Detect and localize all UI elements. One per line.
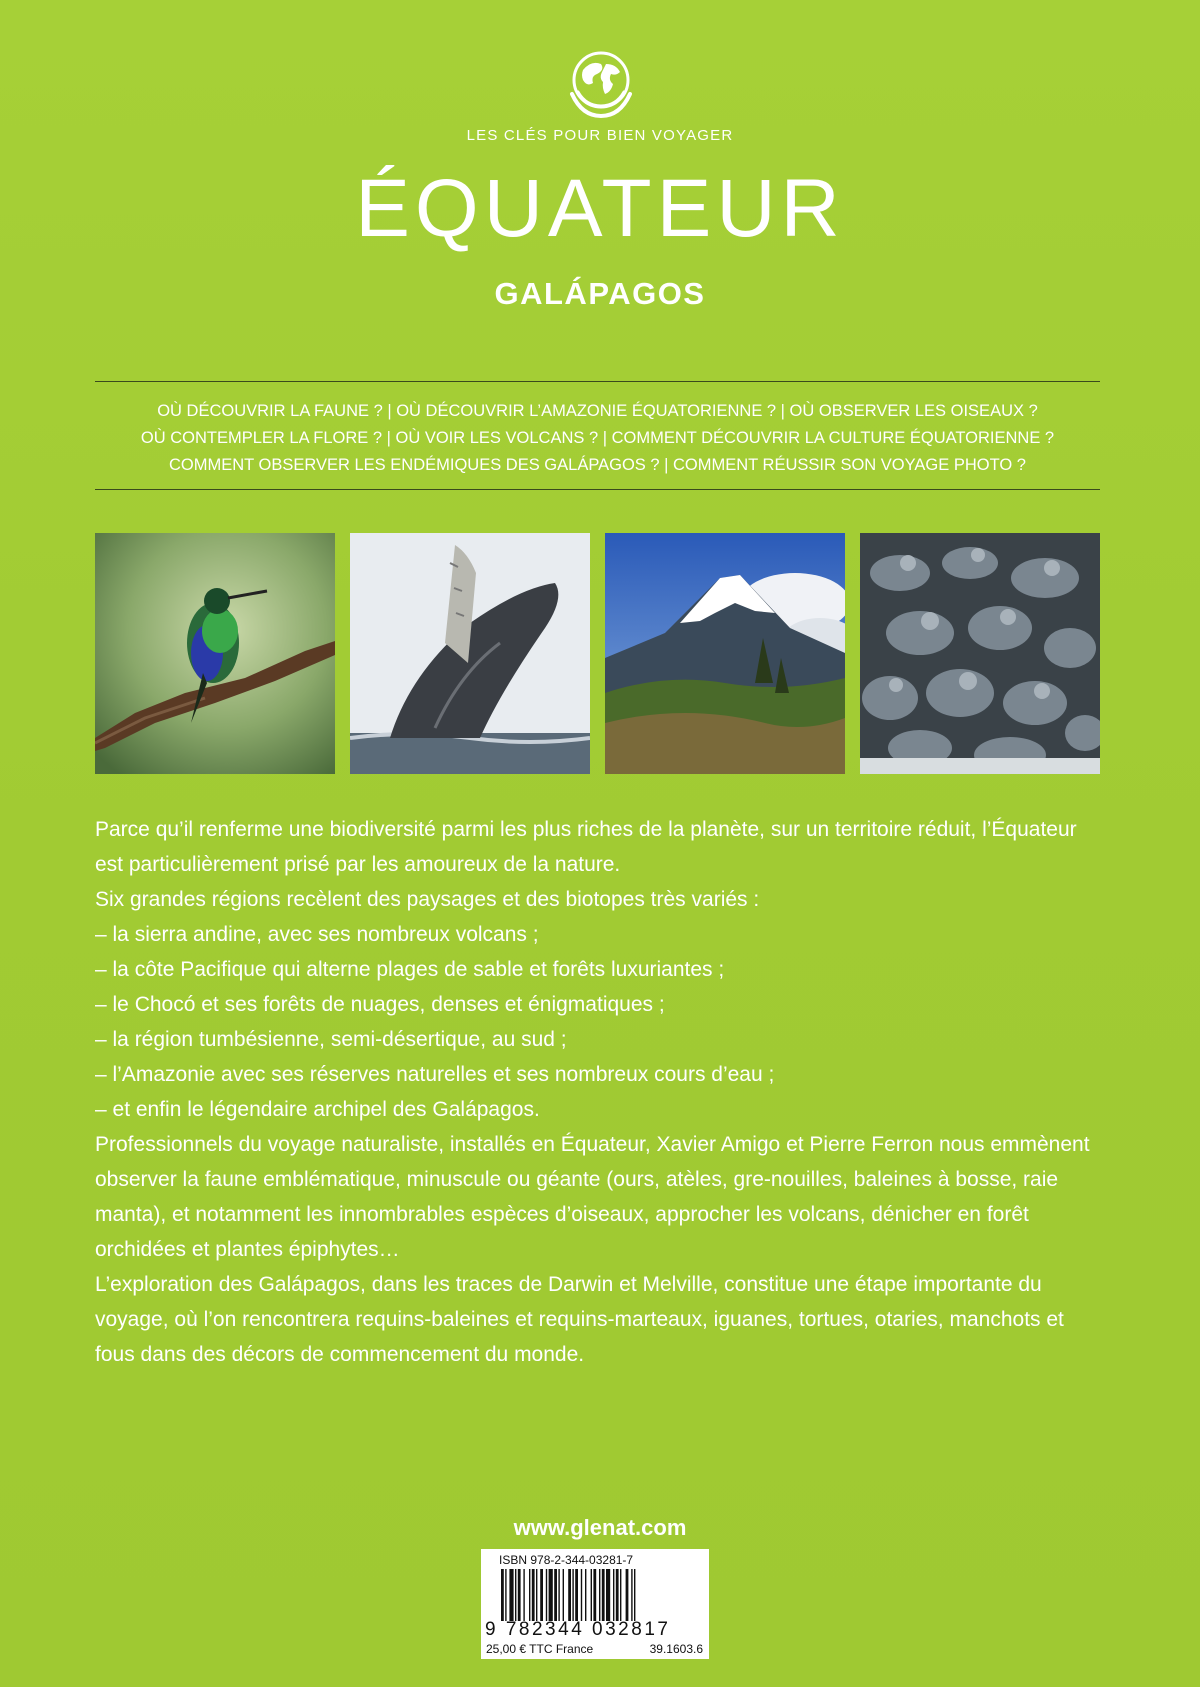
list-item: – la côte Pacifique qui alterne plages de sable et forêts luxuriantes ; [95,958,725,981]
paragraph: Six grandes régions recèlent des paysages et des biotopes très variés : [95,888,760,911]
barcode-icon [501,1569,691,1621]
top-divider [95,381,1100,382]
list-item: – le Chocó et ses forêts de nuages, denses et énigmatiques ; [95,993,665,1016]
barcode-stripe [558,1569,559,1621]
barcode-stripe [616,1569,619,1621]
barcode-stripe [581,1569,582,1621]
barcode-stripe [602,1569,605,1621]
question-line: OÙ DÉCOUVRIR LA FAUNE ? | OÙ DÉCOUVRIR L’AMAZONIE ÉQUATORIENNE ? | OÙ OBSERVER LES OISEAUX ? [157,402,1038,420]
list-item: – et enfin le légendaire archipel des Galápagos. [95,1098,540,1121]
bottom-divider [95,489,1100,490]
marine-iguanas-photo [860,533,1100,774]
product-code: 39.1603.6 [649,1642,703,1656]
barcode-stripe [563,1569,564,1621]
barcode-stripe [591,1569,592,1621]
paragraph: L’exploration des Galápagos, dans les traces de Darwin et Melville, constitue une étape importante du voyage, où l’on rencontrera requins-baleines et requins-marteaux, iguanes, tortues, otaries, manchots et fous dans des décors de commencement du monde. [95,1273,1064,1366]
barcode-stripe [620,1569,621,1621]
list-item: – la région tumbésienne, semi-désertique, au sud ; [95,1028,567,1051]
hummingbird-photo [95,533,335,774]
paragraph: Parce qu’il renferme une biodiversité parmi les plus riches de la planète, sur un territoire réduit, l’Équateur est particulièrement prisé par les amoureux de la nature. [95,818,1077,876]
barcode-stripe [613,1569,614,1621]
barcode-stripe [532,1569,535,1621]
ean-number [485,1619,670,1641]
barcode-label [481,1549,709,1659]
barcode-stripe [568,1569,571,1621]
description [95,812,1105,1372]
question-line: COMMENT OBSERVER LES ENDÉMIQUES DES GALÁPAGOS ? | COMMENT RÉUSSIR SON VOYAGE PHOTO ? [169,456,1026,474]
publisher-website[interactable]: www.glenat.com [513,1515,687,1540]
barcode-stripe [549,1569,553,1621]
barcode-stripe [523,1569,524,1621]
questions-block [95,398,1100,479]
series-name: LES CLÉS POUR BIEN VOYAGER [466,127,734,144]
barcode-stripe [505,1569,506,1621]
book-title: ÉQUATEUR [355,163,845,254]
volcano-photo [605,533,845,774]
barcode-stripe [515,1569,516,1621]
barcode-stripe [585,1569,586,1621]
barcode-stripe [593,1569,596,1621]
humpback-whale-photo [350,533,590,774]
barcode-stripe [606,1569,610,1621]
list-item: – la sierra andine, avec ses nombreux volcans ; [95,923,539,946]
barcode-stripe [554,1569,557,1621]
barcode-stripe [626,1569,629,1621]
barcode-stripe [536,1569,537,1621]
barcode-stripe [529,1569,530,1621]
barcode-stripe [518,1569,521,1621]
barcode-stripe [501,1569,504,1621]
barcode-stripe [599,1569,600,1621]
barcode-stripe [572,1569,573,1621]
question-line: OÙ CONTEMPLER LA FLORE ? | OÙ VOIR LES VOLCANS ? | COMMENT DÉCOUVRIR LA CULTURE ÉQUATORIENNE ? [140,429,1055,447]
list-item: – l’Amazonie avec ses réserves naturelles et ses nombreux cours d’eau ; [95,1063,775,1086]
barcode-stripe [631,1569,632,1621]
barcode-stripe [540,1569,543,1621]
price: 25,00 € TTC France [486,1642,594,1656]
barcode-stripe [575,1569,578,1621]
book-subtitle: GALÁPAGOS [494,276,706,311]
barcode-stripe [634,1569,635,1621]
ean-first-digit: 9 [485,1619,499,1640]
ean-group-1: 782344 [505,1619,585,1640]
paragraph: Professionnels du voyage naturaliste, installés en Équateur, Xavier Amigo et Pierre Ferron nous emmènent observer la faune emblématique, minuscule ou géante (ours, atèles, gre-nouilles, baleines à bosse, raie manta), et notamment les innombrables espèces d’oiseaux, approcher les volcans, dénicher en forêt orchidées et plantes épiphytes… [95,1133,1090,1261]
globe-hand-icon [558,42,644,128]
barcode-stripe [546,1569,547,1621]
ean-group-2: 032817 [592,1619,671,1640]
isbn: ISBN 978-2-344-03281-7 [499,1553,634,1567]
photo-strip [95,533,1100,774]
barcode-stripe [509,1569,513,1621]
